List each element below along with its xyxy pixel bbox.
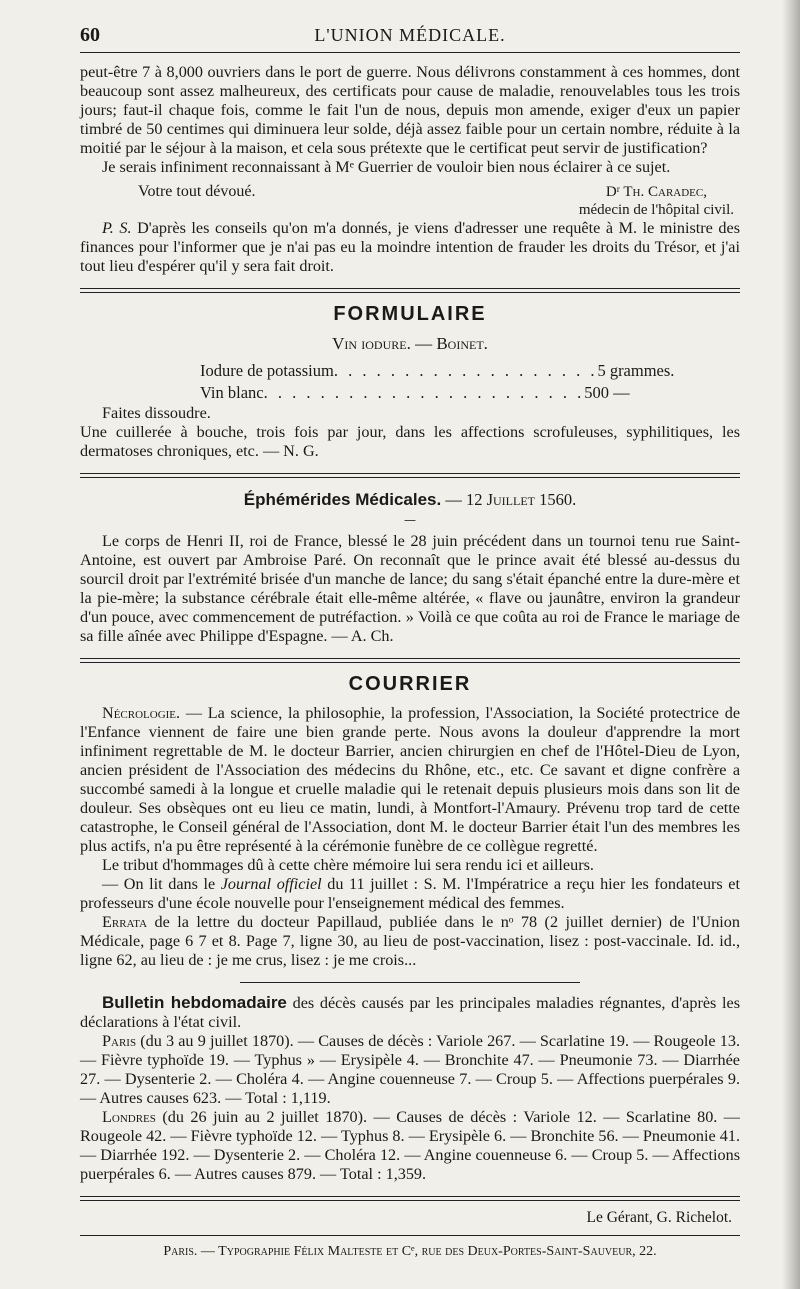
bulletin-intro: des décès causés par les principales maladies régnantes, d'après les déclarations à l'état civil. <box>80 994 741 1031</box>
ingredient-leader-dots: . . . . . . . . . . . . . . . . . . . <box>333 361 598 380</box>
section-divider <box>80 288 740 293</box>
tribut-paragraph: Le tribut d'hommages dû à cette chère mémoire lui sera rendu ici et ailleurs. <box>102 856 594 874</box>
journal-post: du 11 juillet : S. M. l'Impératrice a reçu hier les fondateurs et professeurs d'une école nouvelle pour l'enseignement médical des femmes. <box>80 875 740 912</box>
letter-section <box>80 63 740 276</box>
necrologie-paragraph <box>80 704 740 856</box>
ingredient-name: Iodure de potassium <box>200 361 334 380</box>
letter-paragraph-1: peut-être 7 à 8,000 ouvriers dans le port de guerre. Nous délivrons constamment à ces hommes, dont beaucoup sont assez malheureux, des certificats pour cause de maladie, renouvelables tous les trois jours; faut-il chaque fois, comme le fait l'un de nous, depuis mon amende, exiger d'eux un papier timbré de 50 centimes qui diminuera leur solde, déjà assez faible pour un certain nombre, réduite à la moitié par le séjour à la maison, et cela sous prétexte que le certificat peut servir de justification? <box>80 63 740 157</box>
formulaire-section <box>80 303 740 461</box>
page-number: 60 <box>80 24 100 46</box>
ephemerides-title: Éphémérides Médicales. <box>243 490 442 509</box>
section-divider <box>80 1196 740 1201</box>
page-binding-shadow <box>782 0 800 1289</box>
letter-closing: Votre tout dévoué. <box>138 183 256 200</box>
ingredient-row <box>200 382 640 404</box>
journal-name: Journal officiel <box>220 875 322 893</box>
postscript-text: D'après les conseils qu'on m'a donnés, je viens d'adresser une requête à M. le ministre des finances pour l'informer que je n'ai pas eu la moindre intention de frauder les droits du Trésor, et j'ai tout lieu d'espérer qu'il y sera fait droit. <box>80 219 740 275</box>
bulletin-intro-paragraph <box>80 993 740 1032</box>
necrologie-text: — La science, la philosophie, la profession, l'Association, la Société protectrice de l'Enfance viennent de faire une bien grande perte. Nous avons la douleur d'apprendre la mort infiniment regrettable de M. le docteur Barrier, ancien chirurgien en chef de l'Hôtel-Dieu de Lyon, ancien président de l'Association des médecins du Rhône, etc., etc. Ce savant et digne confrère a succombé samedi à la longue et cruelle maladie qui le retenait depuis plusieurs mois dans son lit de douleur. Ses obsèques ont eu lieu ce matin, lundi, à Montfort-l'Amaury. Prévenu trop tard de cette catastrophe, le Conseil général de l'Association, dont M. le docteur Barrier était l'un des membres les plus actifs, n'a pu être représenté à la cérémonie funèbre de ce collègue regretté. <box>80 704 741 855</box>
ephemerides-text: Le corps de Henri II, roi de France, blessé le 28 juin précédent dans un tournoi tenu rue Saint-Antoine, est ouvert par Ambroise Paré. On reconnaît que le prince avait été blessé au-dessus du sourcil droit par l'extrémité brisée d'un manche de lance; du sang s'était épanché entre la dure-mère et la pie-mère; la substance cérébrale était elle-même altérée, « flave ou jaunâtre, environ la grandeur d'un pouce, avec commencement de putréfaction. » Voilà ce que coûta au roi de France le mariage de sa fille aînée avec Philippe d'Espagne. — A. Ch. <box>80 532 740 645</box>
signature <box>579 183 740 219</box>
bulletin-section <box>80 993 740 1184</box>
signature-title: médecin de l'hôpital civil. <box>578 202 734 218</box>
bulletin-title: Bulletin hebdomadaire <box>102 993 287 1012</box>
londres-text: (du 26 juin au 2 juillet 1870). — Causes de décès : Variole 12. — Scarlatine 80. — Rougeole 42. — Fièvre typhoïde 12. — Typhus 8. — Erysipèle 6. — Bronchite 56. — Pneumonie 41. — Diarrhée 192. — Dysenterie 2. — Choléra 12. — Angine couenneuse 6. — Croup 5. — Affections puerpérales 6. — Autres causes 879. — Total : 1,359. <box>80 1108 740 1183</box>
section-divider <box>80 473 740 478</box>
ephemerides-date: — 12 Juillet 1560. <box>445 490 577 509</box>
ingredient-row <box>200 360 675 382</box>
journal-officiel-paragraph <box>80 875 740 913</box>
ephemerides-section <box>80 490 740 646</box>
letter-signature-block <box>80 183 740 219</box>
courrier-title: COURRIER <box>348 673 472 695</box>
signature-name: Dʳ Th. Caradec, <box>605 184 707 200</box>
errata-text: de la lettre du docteur Papillaud, publiée dans le nᵒ 78 (2 juillet dernier) de l'Union Médicale, page 6 7 et 8. Page 7, ligne 30, au lieu de post-vaccination, lisez : post-vaccinale. Id. id., ligne 62, au lieu de : je me crus, lisez : je me crois... <box>80 913 740 969</box>
ingredient-quantity: 500 — <box>584 383 630 402</box>
section-divider <box>80 658 740 663</box>
ingredient-quantity: 5 grammes. <box>597 361 675 380</box>
errata-label: Errata <box>102 913 148 931</box>
letter-postscript <box>80 219 740 276</box>
short-divider <box>240 982 580 983</box>
footer-imprint: Paris. — Typographie Félix Malteste et Cᵉ, rue des Deux-Portes-Saint-Sauveur, 22. <box>80 1235 740 1260</box>
londres-label: Londres <box>102 1108 156 1126</box>
recipe-instruction: Faites dissoudre. <box>102 404 211 422</box>
ingredient-name: Vin blanc <box>200 383 264 402</box>
ingredient-list <box>200 360 675 404</box>
paris-text: (du 3 au 9 juillet 1870). — Causes de décès : Variole 267. — Scarlatine 19. — Rougeole 13. — Fièvre typhoïde 19. — Typhus » — Erysipèle 4. — Bronchite 47. — Pneumonie 73. — Diarrhée 27. — Dysenterie 2. — Choléra 4. — Angine couenneuse 7. — Croup 5. — Affections puerpérales 9. — Autres causes 623. — Total : 1,119. <box>80 1032 740 1107</box>
paris-label: Paris <box>102 1032 137 1050</box>
recipe-usage: Une cuillerée à bouche, trois fois par jour, dans les affections scrofuleuses, syphilitiques, les dermatoses chroniques, etc. — N. G. <box>80 423 740 460</box>
londres-statistics <box>80 1108 740 1184</box>
running-title: L'UNION MÉDICALE. <box>314 25 506 45</box>
necrologie-label: Nécrologie. <box>102 704 181 722</box>
page-header <box>80 22 740 53</box>
letter-paragraph-2: Je serais infiniment reconnaissant à Mᵉ Guerrier de vouloir bien nous éclairer à ce sujet. <box>102 158 671 176</box>
formulaire-title: FORMULAIRE <box>333 303 487 325</box>
errata-paragraph <box>80 913 740 970</box>
journal-pre: — On lit dans le <box>102 875 221 893</box>
paris-statistics <box>80 1032 740 1108</box>
ingredient-leader-dots: . . . . . . . . . . . . . . . . . . . . . . . <box>263 383 585 402</box>
ephemerides-heading <box>80 490 740 510</box>
recipe-name: Vin iodure. — Boinet. <box>332 334 488 353</box>
footer-gerant: Le Gérant, G. Richelot. <box>586 1209 732 1226</box>
courrier-section <box>80 673 740 970</box>
postscript-label: P. S. <box>102 219 132 237</box>
ephemerides-dash: — <box>404 513 416 527</box>
